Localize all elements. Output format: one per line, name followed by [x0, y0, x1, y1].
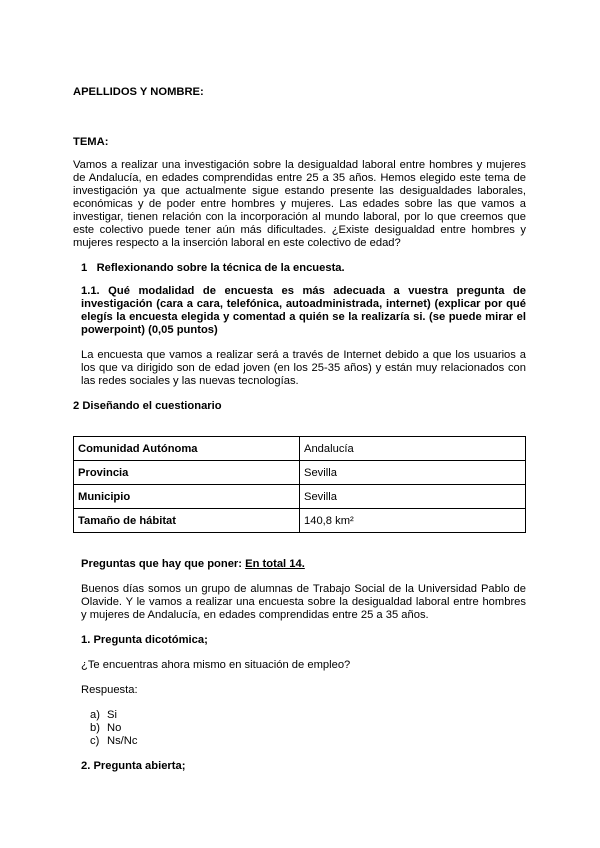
q2-title: 2. Pregunta abierta;: [81, 760, 186, 772]
table-label-cell: Provincia: [74, 461, 300, 485]
survey-intro: Buenos días somos un grupo de alumnas de Trabajo Social de la Universidad Pablo de Olavide. Y le vamos a realizar una encuesta sobre la desigualdad laboral entre hombres y mujeres de Andalucía, en edades comprendidas entre 25 a 35 años.: [81, 583, 526, 621]
q1-option: [90, 709, 117, 722]
q1-title: 1. Pregunta dicotómica;: [81, 634, 208, 646]
section1-question: 1.1. Qué modalidad de encuesta es más adecuada a vuestra pregunta de investigación (cara a cara, telefónica, autoadministrada, internet) (explicar por qué elegís la encuesta elegida y comentad a quién se la realizaría si. (se puede mirar el powerpoint) (0,05 puntos): [81, 285, 526, 336]
preguntas-label: Preguntas que hay que poner:: [81, 558, 243, 570]
tema-paragraph: Vamos a realizar una investigación sobre la desigualdad laboral entre hombres y mujeres de Andalucía, en edades comprendidas entre 25 a 35 años. Hemos elegido este tema de investigación ya que actualmente sigue estando presente las desigualdades laborales, económicas y de poder entre hombres y mujeres. Las edades sobre las que vamos a investigar, tienen relación con la incorporación al mundo laboral, por lo que creemos que este colectivo puede tener aún más dificultades. ¿Existe desigualdad entre hombres y mujeres respecto a la inserción laboral en este colectivo de edad?: [73, 159, 526, 249]
q1-text: ¿Te encuentras ahora mismo en situación de empleo?: [81, 659, 351, 671]
location-table: [73, 436, 526, 533]
section2-title: 2 Diseñando el cuestionario: [73, 400, 222, 412]
option-text: No: [107, 722, 122, 734]
q1-answer-label: Respuesta:: [81, 684, 138, 696]
option-letter: a): [90, 709, 100, 721]
table-value-cell: 140,8 km²: [300, 509, 526, 533]
table-value-cell: Andalucía: [300, 437, 526, 461]
section1-title: Reflexionando sobre la técnica de la encuesta.: [96, 262, 345, 274]
table-value-cell: Sevilla: [300, 485, 526, 509]
option-letter: b): [90, 722, 100, 734]
table-label-cell: Comunidad Autónoma: [74, 437, 300, 461]
table-label-cell: Tamaño de hábitat: [74, 509, 300, 533]
section1-number: 1: [81, 262, 88, 274]
preguntas-line: [81, 558, 305, 571]
table-label-cell: Municipio: [74, 485, 300, 509]
option-text: Si: [107, 709, 117, 721]
option-letter: c): [90, 735, 100, 747]
table-row: [74, 509, 526, 533]
section1-answer: La encuesta que vamos a realizar será a través de Internet debido a que los usuarios a los que va dirigido son de edad joven (en los 25-35 años) y están muy relacionados con las redes sociales y las nuevas tecnologías.: [81, 349, 526, 387]
q1-option: [90, 735, 137, 748]
tema-label: TEMA:: [73, 136, 109, 148]
table-row: [74, 485, 526, 509]
name-label: APELLIDOS Y NOMBRE:: [73, 86, 204, 98]
table-row: [74, 461, 526, 485]
q1-option: [90, 722, 121, 735]
preguntas-total: En total 14.: [245, 558, 305, 570]
table-row: [74, 437, 526, 461]
table-value-cell: Sevilla: [300, 461, 526, 485]
section1-heading: [81, 262, 345, 275]
option-text: Ns/Nc: [107, 735, 138, 747]
